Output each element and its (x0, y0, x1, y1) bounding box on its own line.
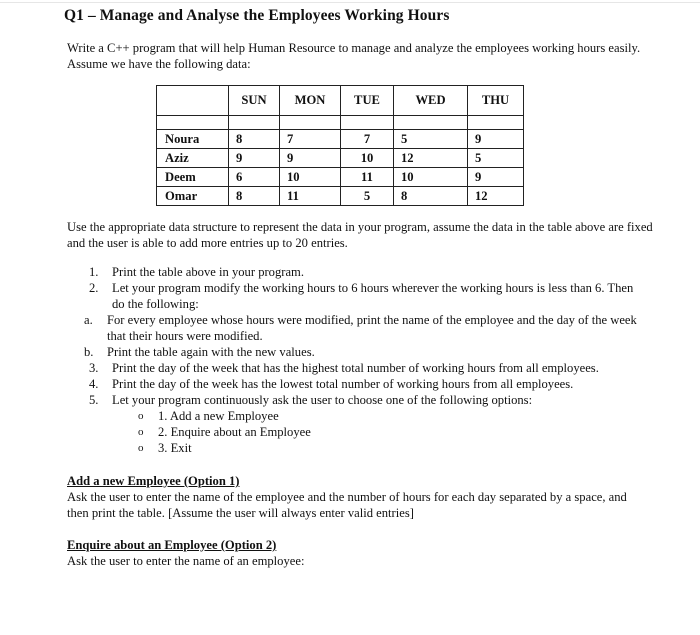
intro-paragraph: Write a C++ program that will help Human Resource to manage and analyze the employees working hours easily. Assume we have the following data: (67, 41, 641, 71)
hours-cell: 12 (468, 187, 524, 206)
list-item: Print the day of the week that has the highest total number of working hours from all employees. (112, 361, 599, 375)
option-bullet: o (138, 410, 144, 422)
list-item: Print the table above in your program. (112, 265, 305, 279)
employee-name: Omar (157, 187, 229, 206)
list-marker: 3. (89, 361, 99, 375)
employee-name: Noura (157, 130, 229, 149)
list-marker: 4. (89, 377, 99, 391)
column-header: MON (280, 86, 341, 116)
list-marker: b. (84, 345, 94, 359)
list-marker: 1. (89, 265, 99, 279)
table-row (157, 149, 524, 168)
list-marker: 2. (89, 281, 99, 295)
top-divider (0, 2, 700, 3)
table-corner-cell (157, 86, 229, 116)
hours-cell: 8 (394, 187, 468, 206)
hours-cell: 7 (341, 130, 394, 149)
hours-cell: 11 (341, 168, 394, 187)
list-item: For every employee whose hours were modified, print the name of the employee and the day of the week that their hours were modified. (107, 313, 637, 343)
add-employee-heading: Add a new Employee (Option 1) (67, 474, 240, 488)
hours-cell: 6 (229, 168, 280, 187)
list-item: Print the table again with the new values. (107, 345, 315, 359)
hours-cell: 10 (341, 149, 394, 168)
enquire-employee-description: Ask the user to enter the name of an employee: (67, 554, 305, 568)
column-header: WED (394, 86, 468, 116)
hours-cell: 5 (394, 130, 468, 149)
list-item: Print the day of the week has the lowest total number of working hours from all employees. (112, 377, 574, 391)
hours-cell: 10 (394, 168, 468, 187)
hours-cell: 5 (468, 149, 524, 168)
table-spacer-row (157, 116, 524, 130)
table-row (157, 187, 524, 206)
hours-cell: 8 (229, 187, 280, 206)
employee-name: Aziz (157, 149, 229, 168)
hours-cell: 7 (280, 130, 341, 149)
list-marker: a. (84, 313, 93, 327)
enquire-employee-heading: Enquire about an Employee (Option 2) (67, 538, 277, 552)
question-title: Q1 – Manage and Analyse the Employees Working Hours (64, 7, 450, 24)
option-item: 1. Add a new Employee (158, 409, 279, 423)
list-item: Let your program continuously ask the user to choose one of the following options: (112, 393, 533, 407)
option-item: 3. Exit (158, 441, 192, 455)
working-hours-table (156, 85, 524, 206)
hours-cell: 9 (229, 149, 280, 168)
add-employee-description: Ask the user to enter the name of the employee and the number of hours for each day separated by a space, and then print the table. [Assume the user will always enter valid entries] (67, 490, 627, 520)
option-bullet: o (138, 426, 144, 438)
column-header: THU (468, 86, 524, 116)
hours-cell: 9 (280, 149, 341, 168)
hours-cell: 11 (280, 187, 341, 206)
table-row (157, 168, 524, 187)
column-header: TUE (341, 86, 394, 116)
hours-cell: 5 (341, 187, 394, 206)
hours-cell: 10 (280, 168, 341, 187)
option-item: 2. Enquire about an Employee (158, 425, 311, 439)
employee-name: Deem (157, 168, 229, 187)
list-marker: 5. (89, 393, 99, 407)
table-header-row (157, 86, 524, 116)
hours-cell: 9 (468, 130, 524, 149)
data-structure-paragraph: Use the appropriate data structure to represent the data in your program, assume the data in the table above are fixed and the user is able to add more entries up to 20 entries. (67, 220, 653, 250)
table-row (157, 130, 524, 149)
hours-cell: 9 (468, 168, 524, 187)
list-item: Let your program modify the working hours to 6 hours wherever the working hours is less than 6. Then do the following: (112, 281, 634, 311)
hours-cell: 12 (394, 149, 468, 168)
column-header: SUN (229, 86, 280, 116)
hours-cell: 8 (229, 130, 280, 149)
option-bullet: o (138, 442, 144, 454)
